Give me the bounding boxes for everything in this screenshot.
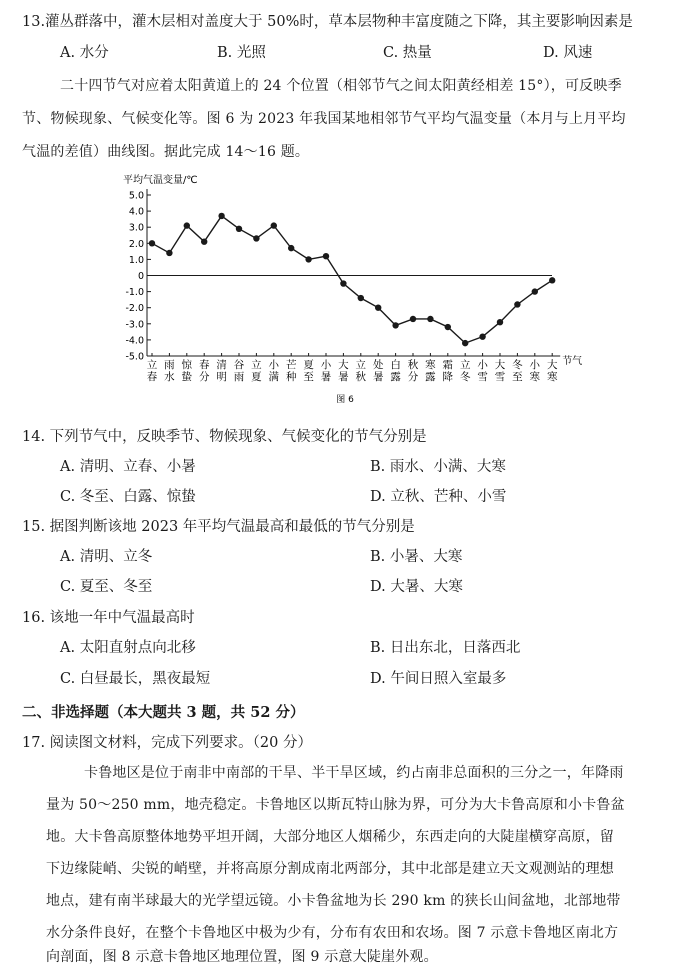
y-tick-label: -3.0: [125, 319, 144, 331]
intro-line-3: 气温的差值）曲线图。据此完成 14～16 题。: [22, 144, 310, 160]
q16-option-a: A. 太阳直射点向北移: [60, 640, 196, 656]
x-tick-label: 大寒: [546, 359, 558, 383]
q16-option-c: C. 白昼最长，黑夜最短: [60, 671, 211, 687]
data-point: [271, 222, 277, 228]
data-point: [323, 253, 329, 259]
y-tick-label: 3.0: [128, 222, 144, 234]
q15-option-a: A. 清明、立冬: [60, 549, 153, 565]
q15-option-b: B. 小暑、大寒: [370, 549, 463, 565]
data-point: [288, 245, 294, 251]
intro-line-2: 节、物候现象、气候变化等。图 6 为 2023 年我国某地相邻节气平均气温变量（本月与上月平均: [22, 111, 626, 127]
q17-line-3: 地。大卡鲁高原整体地势平坦开阔，大部分地区人烟稀少，东西走向的大陡崖横穿高原，留: [46, 829, 614, 845]
x-tick-label: 惊蛰: [181, 359, 193, 383]
y-tick-label: -1.0: [125, 287, 144, 299]
x-tick-label: 立春: [146, 359, 158, 383]
x-tick-label: 立冬: [459, 359, 471, 383]
section-2-title: 二、非选择题（本大题共 3 题，共 52 分）: [22, 704, 305, 721]
q17-stem: 17. 阅读图文材料，完成下列要求。（20 分）: [22, 735, 312, 751]
q14-stem: 14. 下列节气中，反映季节、物候现象、气候变化的节气分别是: [22, 429, 427, 445]
y-tick-label: -5.0: [125, 351, 144, 363]
data-point: [532, 288, 538, 294]
data-point: [149, 240, 155, 246]
q14-option-a: A. 清明、立春、小暑: [60, 459, 196, 475]
q13-stem: 13.灌丛群落中，灌木层相对盖度大于 50%时，草本层物种丰富度随之下降，其主要影响因素是: [22, 14, 633, 30]
data-point: [253, 235, 259, 241]
data-point: [166, 250, 172, 256]
data-point: [236, 226, 242, 232]
q13-option-d: D. 风速: [543, 45, 593, 61]
x-axis-label: 节气: [562, 356, 583, 367]
q16-option-d: D. 午间日照入室最多: [370, 671, 507, 687]
q15-stem: 15. 据图判断该地 2023 年平均气温最高和最低的节气分别是: [22, 519, 415, 535]
intro-line-1: 二十四节气对应着太阳黄道上的 24 个位置（相邻节气之间太阳黄经相差 15°），可反映季: [60, 78, 622, 94]
x-tick-label: 小满: [268, 359, 280, 383]
y-tick-label: 4.0: [128, 206, 144, 218]
q17-line-7: 向剖面，图 8 示意卡鲁地区地理位置，图 9 示意大陡崖外观。: [46, 949, 438, 965]
y-tick-label: 5.0: [128, 190, 144, 202]
data-point: [514, 301, 520, 307]
x-tick-label: 立秋: [355, 359, 367, 383]
y-tick-label: 2.0: [128, 238, 144, 250]
x-tick-label: 霜降: [442, 359, 454, 383]
q16-option-b: B. 日出东北，日落西北: [370, 640, 521, 656]
q17-line-5: 地点，建有南半球最大的光学望远镜。小卡鲁盆地为长 290 km 的狭长山间盆地，北部地带: [46, 893, 621, 909]
data-point: [497, 319, 503, 325]
q15-option-d: D. 大暑、大寒: [370, 579, 463, 595]
x-tick-label: 寒露: [425, 359, 436, 383]
chart-title: 图 6: [336, 395, 354, 405]
x-tick-label: 春分: [198, 359, 210, 383]
data-point: [392, 322, 398, 328]
y-tick-label: -2.0: [125, 303, 144, 315]
q14-option-c: C. 冬至、白露、惊蛰: [60, 489, 196, 505]
x-tick-label: 小雪: [477, 359, 488, 383]
data-point: [427, 316, 433, 322]
data-point: [549, 277, 555, 283]
q13-option-a: A. 水分: [60, 45, 109, 61]
x-tick-label: 清明: [216, 359, 227, 383]
y-axis-label: 平均气温变量/℃: [123, 175, 198, 186]
q17-line-1: 卡鲁地区是位于南非中南部的干旱、半干旱区域，约占南非总面积的三分之一，年降雨: [84, 765, 624, 781]
x-tick-label: 大雪: [494, 359, 506, 383]
q15-option-c: C. 夏至、冬至: [60, 579, 153, 595]
x-tick-label: 白露: [390, 359, 401, 383]
q17-line-2: 量为 50～250 mm，地壳稳定。卡鲁地区以斯瓦特山脉为界，可分为大卡鲁高原和小卡鲁盆: [46, 797, 625, 813]
data-point: [184, 222, 190, 228]
y-tick-label: 1.0: [128, 254, 144, 266]
x-tick-label: 夏至: [303, 359, 314, 383]
x-tick-label: 大暑: [338, 359, 349, 383]
data-point: [375, 305, 381, 311]
data-point: [462, 340, 468, 346]
data-point: [479, 333, 485, 339]
x-tick-label: 雨水: [164, 359, 175, 383]
q14-option-d: D. 立秋、芒种、小雪: [370, 489, 507, 505]
series-line: [152, 216, 552, 343]
q17-line-6: 水分条件良好，在整个卡鲁地区中极为少有，分布有农田和农场。图 7 示意卡鲁地区南北方: [46, 925, 619, 941]
data-point: [340, 280, 346, 286]
data-point: [201, 238, 207, 244]
data-point: [305, 256, 311, 262]
q14-option-b: B. 雨水、小满、大寒: [370, 459, 506, 475]
x-tick-label: 处暑: [372, 359, 384, 383]
x-tick-label: 谷雨: [233, 359, 245, 383]
x-tick-label: 立夏: [251, 359, 262, 383]
x-tick-label: 小暑: [320, 359, 332, 383]
q13-option-c: C. 热量: [383, 45, 432, 61]
y-tick-label: -4.0: [125, 335, 144, 347]
y-tick-label: 0: [137, 271, 144, 282]
x-tick-label: 小寒: [529, 359, 541, 383]
data-point: [410, 316, 416, 322]
q13-option-b: B. 光照: [217, 45, 266, 61]
q16-stem: 16. 该地一年中气温最高时: [22, 610, 195, 626]
x-tick-label: 秋分: [407, 359, 419, 383]
x-tick-label: 冬至: [512, 359, 523, 383]
x-tick-label: 芒种: [285, 359, 297, 383]
data-point: [445, 324, 451, 330]
data-point: [218, 213, 224, 219]
data-point: [358, 295, 364, 301]
q17-line-4: 下边缘陡峭、尖锐的峭壁，并将高原分割成南北两部分，其中北部是建立天文观测站的理想: [46, 861, 614, 877]
